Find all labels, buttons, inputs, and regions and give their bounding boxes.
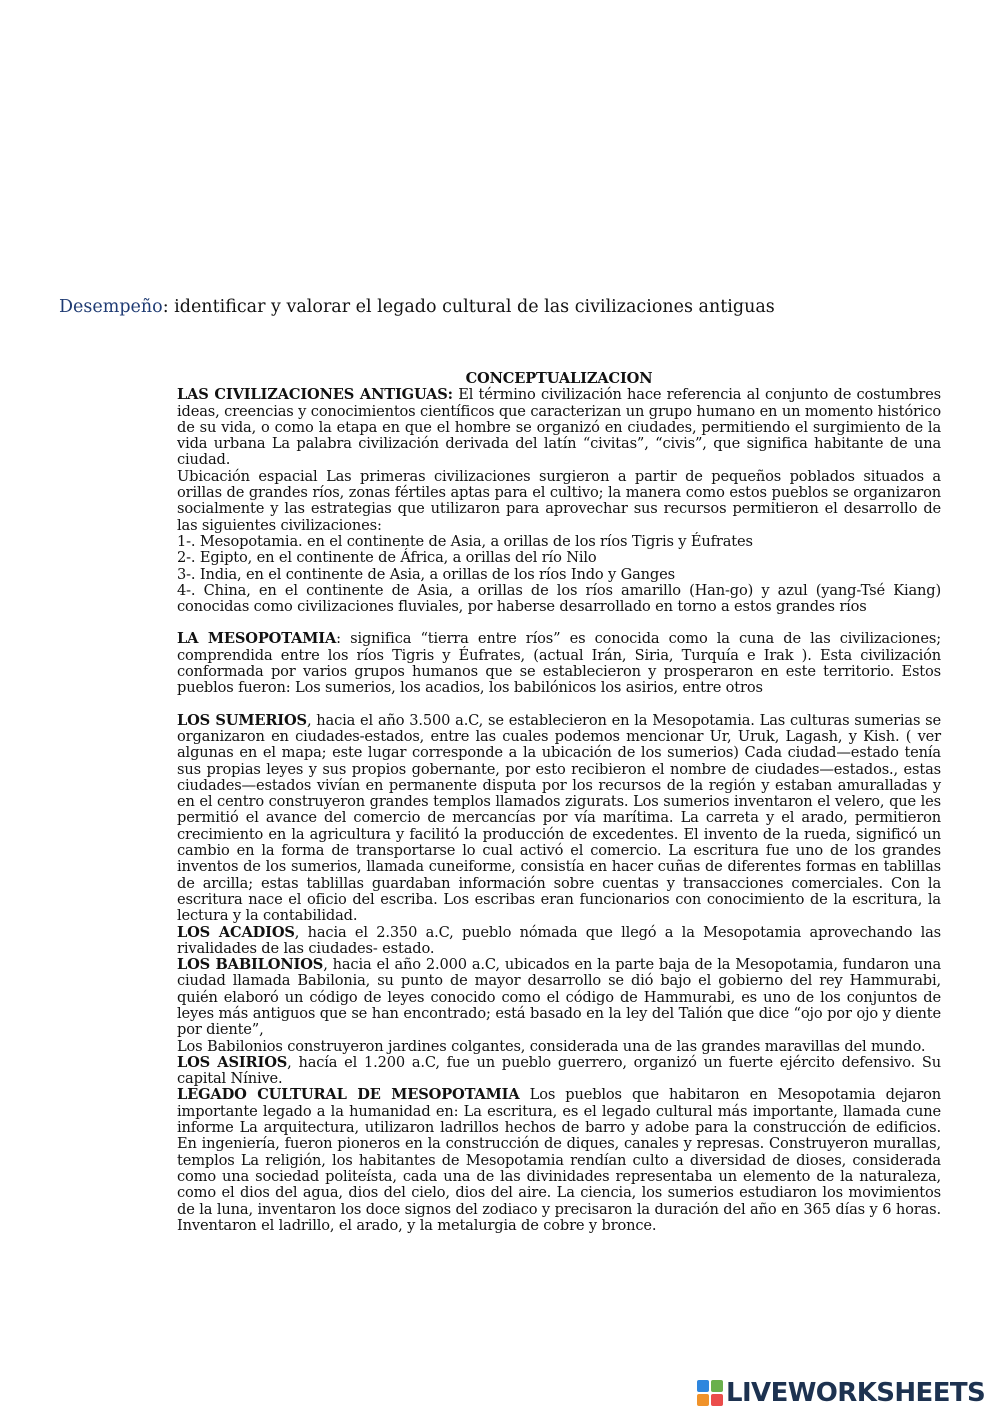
paragraph-mesopotamia xyxy=(177,631,941,696)
liveworksheets-brand[interactable] xyxy=(697,1378,985,1408)
text-babilonios: , hacia el año 2.000 a.C, ubicados en la parte baja de la Mesopotamia, fundaron una ciudad llamada Babilonia, su punto de mayor desarrollo se dió bajo el gobierno del rey Hammurabi, quién elaboró un código de leyes conocido como el código de Hammurabi, es uno de los conjuntos de leyes más antiguos que se han encontrado; está basado en la ley del Talión que dice “ojo por ojo y diente por diente”, xyxy=(177,956,941,1039)
document-body xyxy=(177,371,941,1234)
paragraph-sumerios xyxy=(177,713,941,925)
document-title: CONCEPTUALIZACION xyxy=(465,370,653,387)
desempeno-line xyxy=(59,296,979,318)
heading-babilonios: LOS BABILONIOS xyxy=(177,956,324,974)
desempeno-label: Desempeño xyxy=(59,297,163,317)
paragraph-jardines: Los Babilonios construyeron jardines colgantes, considerada una de las grandes maravillas del mundo. xyxy=(177,1037,926,1055)
paragraph-acadios xyxy=(177,925,941,958)
paragraph-asirios xyxy=(177,1055,941,1088)
paragraph-ubicacion: Ubicación espacial Las primeras civilizaciones surgieron a partir de pequeños poblados situados a orillas de grandes ríos, zonas fértiles aptas para el cultivo; la manera como estos pueblos se organizaron socialmente y las estrategias que utilizaron para aprovechar sus recursos permitieron el desarrollo de las siguientes civilizaciones: xyxy=(177,467,941,534)
liveworksheets-logo-icon xyxy=(697,1380,723,1406)
paragraph-babilonios xyxy=(177,957,941,1038)
text-civilizaciones: El término civilización hace referencia al conjunto de costumbres ideas, creencias y conocimientos científicos que caracterizan un grupo humano en un momento histórico de su vida, o como la etapa en que el hombre se organizó en ciudades, permitiendo el surgimiento de la vida urbana La palabra civilización derivada del latín “civitas”, “civis”, que significa habitante de una ciudad. xyxy=(177,386,941,469)
text-asirios: , hacía el 1.200 a.C, fue un pueblo guerrero, organizó un fuerte ejército defensivo. Su capital Nínive. xyxy=(177,1053,941,1088)
heading-acadios: LOS ACADIOS xyxy=(177,923,295,941)
paragraph-legado xyxy=(177,1087,941,1234)
heading-asirios: LOS ASIRIOS xyxy=(177,1053,288,1071)
desempeno-text: : identificar y valorar el legado cultural de las civilizaciones antiguas xyxy=(162,297,775,317)
text-acadios: , hacia el 2.350 a.C, pueblo nómada que llegó a la Mesopotamia aprovechando las rivalidades de las ciudades- estado. xyxy=(177,923,941,957)
list-item: 1-. Mesopotamia. en el continente de Asia, a orillas de los ríos Tigris y Éufrates xyxy=(177,532,753,550)
text-mesopotamia: : significa “tierra entre ríos” es conocida como la cuna de las civilizaciones; comprendida entre los ríos Tigris y Éufrates, (actual Irán, Siria, Turquía e Irak ). Esta civilización conformada por varios grupos humanos que se establecieron y prosperaron en este territorio. Estos pueblos fueron: Los sumerios, los acadios, los babilónicos los asirios, entre otros xyxy=(177,630,941,697)
brand-text: LIVEWORKSHEETS xyxy=(726,1378,986,1408)
list-item: 4-. China, en el continente de Asia, a orillas de los ríos amarillo (Han-go) y azul (yang-Tsé Kiang) conocidas como civilizaciones fluviales, por haberse desarrollado en torno a estos grandes ríos xyxy=(177,581,941,616)
paragraph-civilizaciones xyxy=(177,387,941,468)
text-sumerios: , hacia el año 3.500 a.C, se establecieron en la Mesopotamia. Las culturas sumerias se organizaron en ciudades-estados, entre las cuales podemos mencionar Ur, Uruk, Lagash, y Kish. ( ver algunas en el mapa; este lugar corresponde a la ubicación de los sumerios) Cada ciudad—estado tenía sus propias leyes y sus propios gobernante, por esto recibieron el nombre de ciudades—estados., estas ciudades—estados vivían en permanente disputa por los recursos de la región y estaban amuralladas y en el centro construyeron grandes templos llamados zigurats. Los sumerios inventaron el velero, que les permitió el avance del comercio de mercancías por vía marítima. La carreta y el arado, permitieron crecimiento en la agricultura y facilitó la producción de excedentes. El invento de la rueda, significó un cambio en la forma de transportarse lo cual activó el comercio. La escritura fue uno de los grandes inventos de los sumerios, llamada cuneiforme, consistía en hacer cuñas de diferentes formas en tablillas de arcilla; estas tablillas guardaban información sobre cuentas y transacciones comerciales. Con la escritura nace el oficio del escriba. Los escribas eran funcionarios con conocimiento de la escritura, la lectura y la contabilidad. xyxy=(177,711,941,925)
list-item: 2-. Egipto, en el continente de África, a orillas del río Nilo xyxy=(177,549,597,567)
heading-mesopotamia: LA MESOPOTAMIA xyxy=(177,630,337,648)
heading-civilizaciones: LAS CIVILIZACIONES ANTIGUAS: xyxy=(177,386,453,404)
text-legado: Los pueblos que habitaron en Mesopotamia dejaron importante legado a la humanidad en: La escritura, es el legado cultural más importante, llamada cune informe La arquitectura, utilizaron ladrillos hechos de barro y adobe para la construcción de edificios. En ingeniería, fueron pioneros en la construcción de diques, canales y represas. Construyeron murallas, templos La religión, los habitantes de Mesopotamia rendían culto a diversidad de dioses, considerada como una sociedad politeísta, cada una de las divinidades representaba un elemento de la naturaleza, como el dios del agua, dios del cielo, dios del aire. La ciencia, los sumerios estudiaron los movimientos de la luna, inventaron los doce signos del zodiaco y precisaron la duración del año en 365 días y 6 horas. Inventaron el ladrillo, el arado, y la metalurgia de cobre y bronce. xyxy=(177,1086,941,1234)
heading-legado: LEGADO CULTURAL DE MESOPOTAMIA xyxy=(177,1086,520,1104)
heading-sumerios: LOS SUMERIOS xyxy=(177,711,307,729)
list-item: 3-. India, en el continente de Asia, a orillas de los ríos Indo y Ganges xyxy=(177,565,675,583)
